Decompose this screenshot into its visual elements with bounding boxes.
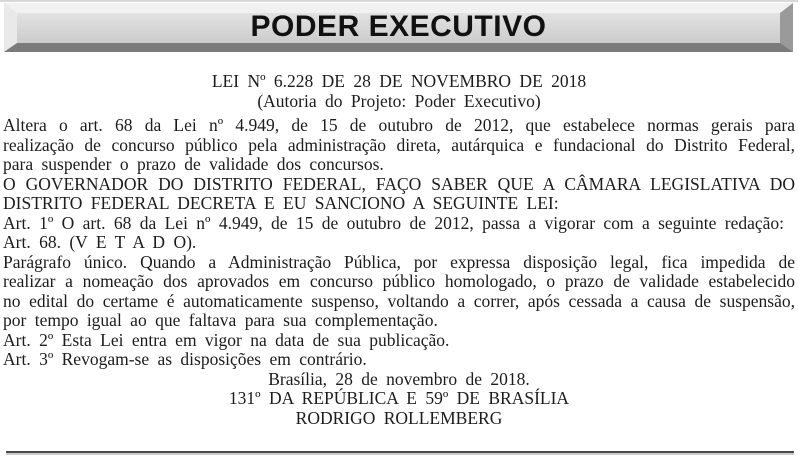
law-sole-paragraph: Parágrafo único. Quando a Administração Pública, por expressa disposição legal, fica impedida de realizar a nomeação dos aprovados em concurso público homologado, o prazo de validade estabelecido no edital do certame é automaticamente suspenso, voltando a correr, após cessada a causa de suspensão, por tempo igual ao que faltava para sua complementação. (3, 251, 795, 330)
law-article-1: Art. 1º O art. 68 da Lei nº 4.949, de 15 de outubro de 2012, passa a vigorar com a seguinte redação: (3, 212, 785, 233)
law-signature: RODRIGO ROLLEMBERG (295, 407, 503, 428)
law-preamble: O GOVERNADOR DO DISTRITO FEDERAL, FAÇO SABER QUE A CÂMARA LEGISLATIVA DO DISTRITO FEDERAL DECRETA E EU SANCIONO A SEGUINTE LEI: (3, 173, 795, 213)
banner-bevel-frame (4, 3, 793, 52)
law-article-3: Art. 3º Revogam-se as disposições em contrário. (3, 349, 367, 369)
page-top-edge-line (0, 0, 798, 2)
law-document (3, 72, 795, 428)
poder-executivo-banner (4, 3, 793, 52)
bottom-divider (6, 451, 794, 453)
law-article-68-vetado: Art. 68. (V E T A D O). (3, 232, 197, 252)
law-title: LEI Nº 6.228 DE 28 DE NOVEMBRO DE 2018 (211, 71, 587, 91)
law-authorship-subtitle: (Autoria do Projeto: Poder Executivo) (257, 90, 541, 111)
law-era-line: 131º DA REPÚBLICA E 59º DE BRASÍLIA (228, 388, 570, 408)
law-date-line: Brasília, 28 de novembro de 2018. (268, 368, 530, 389)
law-article-2: Art. 2º Esta Lei entra em vigor na data de sua publicação. (3, 329, 450, 350)
banner-title: PODER EXECUTIVO (250, 10, 547, 43)
law-ementa: Altera o art. 68 da Lei nº 4.949, de 15 de outubro de 2012, que estabelece normas gerais para realização de concurso público pela administração direta, autárquica e fundacional do Distrito Federal, para suspender o prazo de validade dos concursos. (3, 115, 795, 174)
